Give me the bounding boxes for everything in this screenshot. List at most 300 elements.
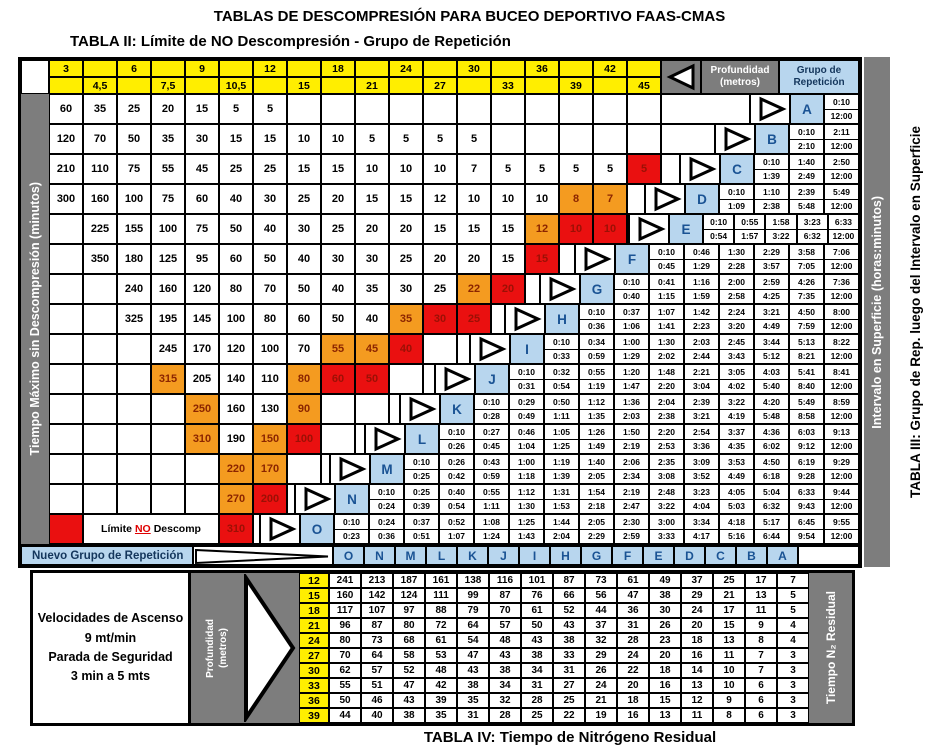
blank-cell xyxy=(321,424,355,454)
repetition-group-letter: N xyxy=(335,484,369,514)
residual-nitrogen-time-cell: 57 xyxy=(361,663,393,678)
residual-nitrogen-time-cell: 37 xyxy=(681,573,713,588)
arrow-right-icon xyxy=(260,514,300,544)
interval-end: 12:00 xyxy=(830,411,853,422)
interval-end: 12:00 xyxy=(830,471,853,482)
depth-label-top: 30 xyxy=(457,60,491,77)
tabla4-row xyxy=(299,693,809,708)
residual-nitrogen-time-cell: 80 xyxy=(329,633,361,648)
no-deco-time-cell: 15 xyxy=(253,124,287,154)
no-deco-time-cell: 160 xyxy=(83,184,117,214)
surface-interval-pair xyxy=(789,364,824,394)
residual-nitrogen-time-cell: 61 xyxy=(617,573,649,588)
interval-start: 3:05 xyxy=(720,365,753,380)
grupo-label-line1: Grupo de xyxy=(796,64,842,76)
interval-end: 0:45 xyxy=(482,441,500,452)
no-deco-time-cell: 5 xyxy=(355,124,389,154)
no-deco-time-cell: 45 xyxy=(185,154,219,184)
blank-cell xyxy=(321,94,355,124)
interval-end: 1:49 xyxy=(587,441,605,452)
interval-start: 2:00 xyxy=(720,275,753,290)
surface-interval-pair xyxy=(824,484,859,514)
nuevo-grupo-letter: C xyxy=(705,546,736,565)
residual-nitrogen-time-cell: 68 xyxy=(393,633,425,648)
no-deco-time-cell: 30 xyxy=(423,304,457,334)
no-deco-time-cell: 30 xyxy=(355,244,389,274)
blank-cell xyxy=(83,304,117,334)
no-deco-time-cell: 310 xyxy=(219,514,253,544)
no-deco-time-cell: 7 xyxy=(457,154,491,184)
surface-interval-pair xyxy=(824,304,859,334)
blank-cell xyxy=(389,364,423,394)
interval-end: 5:48 xyxy=(762,411,780,422)
interval-end: 12:00 xyxy=(830,351,853,362)
tabla4-profundidad-label: Profundidad xyxy=(205,618,216,678)
residual-nitrogen-time-cell: 117 xyxy=(329,603,361,618)
surface-interval-pair xyxy=(579,304,614,334)
t2-row-H xyxy=(49,304,859,334)
blank-cell xyxy=(117,334,151,364)
surface-interval-pair xyxy=(789,484,824,514)
residual-nitrogen-time-cell: 10 xyxy=(713,678,745,693)
interval-end: 1:11 xyxy=(553,411,570,422)
tabla4-depth-label: 15 xyxy=(299,588,329,603)
interval-start: 4:20 xyxy=(755,395,788,410)
surface-interval-pair xyxy=(474,394,509,424)
interval-end: 1:41 xyxy=(657,321,675,332)
tabla2-depth-header xyxy=(21,60,859,94)
no-deco-time-cell: 120 xyxy=(219,334,253,364)
depth-label-bottom: 27 xyxy=(423,77,457,94)
surface-interval-pair xyxy=(789,124,824,154)
no-deco-time-cell: 35 xyxy=(389,304,423,334)
interval-end: 3:22 xyxy=(657,501,675,512)
surface-interval-label: Intervalo en Superficie (horas:minutos) xyxy=(870,195,884,429)
no-deco-time-cell: 60 xyxy=(287,304,321,334)
interval-end: 0:45 xyxy=(657,261,675,272)
nuevo-grupo-letter: A xyxy=(767,546,798,565)
interval-end: 3:08 xyxy=(657,471,675,482)
nuevo-grupo-letter: K xyxy=(457,546,488,565)
blank-filler-cell xyxy=(525,274,540,304)
surface-interval-pair xyxy=(828,214,859,244)
no-deco-time-cell: 60 xyxy=(185,184,219,214)
depth-label-top xyxy=(355,60,389,77)
ascent-line-4: 3 min a 5 mts xyxy=(70,669,151,684)
residual-nitrogen-time-cell: 99 xyxy=(457,588,489,603)
residual-nitrogen-time-cell: 46 xyxy=(361,693,393,708)
no-deco-time-cell: 100 xyxy=(117,184,151,214)
depth-column xyxy=(491,60,525,94)
residual-nitrogen-time-cell: 241 xyxy=(329,573,361,588)
interval-start: 2:45 xyxy=(720,335,753,350)
interval-start: 2:48 xyxy=(650,485,683,500)
residual-nitrogen-time-cell: 138 xyxy=(457,573,489,588)
residual-nitrogen-time-cell: 25 xyxy=(521,708,553,723)
surface-interval-pair xyxy=(544,394,579,424)
surface-interval-pair xyxy=(649,364,684,394)
no-deco-time-cell: 140 xyxy=(219,364,253,394)
no-deco-time-cell: 300 xyxy=(49,184,83,214)
residual-nitrogen-time-cell: 38 xyxy=(649,588,681,603)
surface-interval-bar xyxy=(864,57,890,567)
surface-interval-pair xyxy=(579,454,614,484)
surface-interval-pair xyxy=(614,304,649,334)
no-deco-time-cell: 40 xyxy=(389,334,423,364)
tabla4-row xyxy=(299,633,809,648)
surface-interval-pair xyxy=(544,484,579,514)
interval-end: 0:26 xyxy=(447,441,465,452)
depth-label-bottom xyxy=(49,77,83,94)
residual-nitrogen-time-cell: 161 xyxy=(425,573,457,588)
no-deco-time-cell: 225 xyxy=(83,214,117,244)
depth-label-bottom xyxy=(389,77,423,94)
interval-start: 2:54 xyxy=(685,425,718,440)
interval-start: 0:55 xyxy=(475,485,508,500)
repetition-group-letter: C xyxy=(720,154,754,184)
interval-end: 2:28 xyxy=(727,261,745,272)
interval-end: 3:22 xyxy=(772,231,790,242)
surface-interval-pair xyxy=(824,424,859,454)
big-arrow-right-icon xyxy=(243,573,299,723)
interval-start: 2:29 xyxy=(755,245,788,260)
surface-interval-pair xyxy=(719,244,754,274)
residual-nitrogen-label: Tiempo N₂ Residual xyxy=(823,591,838,705)
depth-label-top xyxy=(287,60,321,77)
surface-interval-pair xyxy=(824,274,859,304)
tabla4-depth-label: 18 xyxy=(299,603,329,618)
interval-end: 7:05 xyxy=(797,261,815,272)
residual-nitrogen-time-cell: 31 xyxy=(457,708,489,723)
interval-start: 2:03 xyxy=(685,335,718,350)
residual-nitrogen-time-cell: 3 xyxy=(777,663,809,678)
blank-cell xyxy=(593,124,627,154)
surface-interval-pair xyxy=(439,514,474,544)
ascent-line-2: 9 mt/min xyxy=(84,630,137,645)
interval-start: 2:20 xyxy=(650,425,683,440)
interval-end: 7:59 xyxy=(797,321,815,332)
no-deco-time-cell: 75 xyxy=(185,214,219,244)
residual-nitrogen-time-cell: 43 xyxy=(489,648,521,663)
depth-column xyxy=(83,60,117,94)
no-deco-time-cell: 90 xyxy=(287,394,321,424)
interval-start: 1:12 xyxy=(510,485,543,500)
residual-nitrogen-time-cell: 14 xyxy=(681,663,713,678)
nuevo-grupo-trailing-cell xyxy=(798,546,859,565)
interval-end: 2:02 xyxy=(657,351,675,362)
residual-nitrogen-time-cell: 50 xyxy=(521,618,553,633)
no-deco-time-cell: 15 xyxy=(457,214,491,244)
arrow-right-icon xyxy=(645,184,685,214)
interval-end: 0:36 xyxy=(587,321,605,332)
blank-cell xyxy=(151,484,185,514)
interval-start: 1:10 xyxy=(755,185,788,200)
no-deco-time-cell: 110 xyxy=(83,154,117,184)
interval-end: 12:00 xyxy=(830,501,853,512)
residual-nitrogen-time-cell: 76 xyxy=(521,588,553,603)
interval-start: 4:03 xyxy=(755,365,788,380)
residual-nitrogen-time-cell: 16 xyxy=(617,708,649,723)
residual-nitrogen-time-cell: 87 xyxy=(489,588,521,603)
no-deco-time-cell: 15 xyxy=(423,214,457,244)
surface-interval-pair xyxy=(824,394,859,424)
no-deco-time-cell: 5 xyxy=(593,154,627,184)
interval-end: 6:44 xyxy=(762,531,780,542)
tabla4-metros-label: (metros) xyxy=(218,627,229,668)
no-deco-time-cell: 30 xyxy=(253,184,287,214)
surface-interval-pair xyxy=(719,484,754,514)
no-deco-time-cell: 5 xyxy=(253,94,287,124)
residual-nitrogen-time-cell: 58 xyxy=(393,648,425,663)
blank-cell xyxy=(423,334,457,364)
repetition-group-letter: E xyxy=(669,214,703,244)
blank-cell xyxy=(117,364,151,394)
interval-start: 9:55 xyxy=(825,515,858,530)
interval-end: 1:19 xyxy=(587,381,605,392)
interval-end: 12:00 xyxy=(830,381,853,392)
residual-nitrogen-time-cell: 33 xyxy=(553,648,585,663)
surface-interval-pair xyxy=(544,364,579,394)
blank-cell xyxy=(83,394,117,424)
residual-nitrogen-time-cell: 187 xyxy=(393,573,425,588)
interval-start: 1:50 xyxy=(615,425,648,440)
no-deco-time-cell: 10 xyxy=(355,154,389,184)
no-deco-time-cell: 15 xyxy=(491,214,525,244)
blank-filler-cell xyxy=(627,184,645,214)
left-axis-bar xyxy=(21,94,49,544)
surface-interval-pair xyxy=(649,424,684,454)
residual-nitrogen-time-cell: 47 xyxy=(393,678,425,693)
interval-start: 3:23 xyxy=(798,215,827,230)
interval-end: 1:04 xyxy=(517,441,535,452)
surface-interval-pair xyxy=(719,334,754,364)
nuevo-grupo-letter: H xyxy=(550,546,581,565)
interval-start: 0:10 xyxy=(335,515,368,530)
arrow-right-icon xyxy=(715,124,755,154)
no-deco-time-cell: 50 xyxy=(287,274,321,304)
blank-cell xyxy=(593,94,627,124)
surface-interval-pair xyxy=(824,364,859,394)
blank-cell xyxy=(83,364,117,394)
no-deco-time-cell: 210 xyxy=(49,154,83,184)
no-deco-time-cell: 40 xyxy=(253,214,287,244)
no-deco-time-cell: 125 xyxy=(151,244,185,274)
residual-nitrogen-time-cell: 4 xyxy=(777,633,809,648)
no-deco-time-cell: 15 xyxy=(389,184,423,214)
depth-label-top: 6 xyxy=(117,60,151,77)
surface-interval-pair xyxy=(789,454,824,484)
residual-nitrogen-time-cell: 35 xyxy=(457,693,489,708)
nuevo-grupo-letter: F xyxy=(612,546,643,565)
interval-start: 1:54 xyxy=(580,485,613,500)
blank-filler-cell xyxy=(457,334,470,364)
interval-start: 4:50 xyxy=(790,305,823,320)
residual-nitrogen-time-cell: 7 xyxy=(777,573,809,588)
no-deco-time-cell: 160 xyxy=(151,274,185,304)
residual-nitrogen-time-cell: 20 xyxy=(649,648,681,663)
interval-start: 9:29 xyxy=(825,455,858,470)
residual-nitrogen-time-cell: 55 xyxy=(329,678,361,693)
residual-nitrogen-time-cell: 49 xyxy=(649,573,681,588)
interval-start: 1:42 xyxy=(685,305,718,320)
surface-interval-pair xyxy=(824,244,859,274)
interval-start: 6:33 xyxy=(829,215,858,230)
interval-end: 1:06 xyxy=(622,321,640,332)
interval-end: 0:39 xyxy=(412,501,430,512)
no-deco-time-cell: 25 xyxy=(253,154,287,184)
blank-filler-cell xyxy=(491,304,505,334)
interval-start: 1:08 xyxy=(475,515,508,530)
residual-nitrogen-time-cell: 48 xyxy=(489,633,521,648)
interval-start: 1:07 xyxy=(650,305,683,320)
ascent-line-1: Velocidades de Ascenso xyxy=(37,611,184,626)
interval-end: 0:51 xyxy=(412,531,430,542)
interval-start: 0:27 xyxy=(475,425,508,440)
interval-end: 0:59 xyxy=(587,351,605,362)
surface-interval-pair xyxy=(754,394,789,424)
interval-start: 0:46 xyxy=(510,425,543,440)
depth-label-bottom: 7,5 xyxy=(151,77,185,94)
interval-start: 1:40 xyxy=(580,455,613,470)
interval-start: 0:50 xyxy=(545,395,578,410)
interval-start: 0:29 xyxy=(510,395,543,410)
residual-nitrogen-time-cell: 18 xyxy=(617,693,649,708)
residual-nitrogen-time-cell: 80 xyxy=(393,618,425,633)
tabla4-row xyxy=(299,663,809,678)
residual-nitrogen-time-cell: 4 xyxy=(777,618,809,633)
interval-end: 1:11 xyxy=(483,501,500,512)
nuevo-grupo-letter: D xyxy=(674,546,705,565)
surface-interval-pair xyxy=(789,424,824,454)
surface-interval-pair xyxy=(684,514,719,544)
interval-start: 8:41 xyxy=(825,365,858,380)
tabla4-row xyxy=(299,648,809,663)
residual-nitrogen-time-cell: 23 xyxy=(649,633,681,648)
surface-interval-pair xyxy=(579,424,614,454)
interval-start: 9:13 xyxy=(825,425,858,440)
tabla2-body xyxy=(21,94,859,544)
interval-start: 0:10 xyxy=(755,155,788,170)
interval-end: 9:28 xyxy=(797,471,815,482)
interval-end: 5:16 xyxy=(727,531,745,542)
surface-interval-pair xyxy=(684,454,719,484)
tabla4-depth-label: 36 xyxy=(299,693,329,708)
residual-nitrogen-time-cell: 6 xyxy=(745,693,777,708)
interval-start: 1:26 xyxy=(580,425,613,440)
residual-nitrogen-time-cell: 5 xyxy=(777,588,809,603)
no-deco-time-cell: 10 xyxy=(559,214,593,244)
interval-end: 0:49 xyxy=(517,411,535,422)
blank-cell xyxy=(83,274,117,304)
residual-nitrogen-time-cell: 16 xyxy=(681,648,713,663)
interval-end: 4:49 xyxy=(727,471,745,482)
no-deco-time-cell: 30 xyxy=(287,214,321,244)
no-deco-time-cell: 30 xyxy=(389,274,423,304)
blank-filler-cell xyxy=(253,514,260,544)
tabla4-depth-label: 12 xyxy=(299,573,329,588)
residual-nitrogen-time-cell: 22 xyxy=(553,708,585,723)
residual-nitrogen-time-cell: 43 xyxy=(553,618,585,633)
interval-start: 2:50 xyxy=(825,155,858,170)
nuevo-grupo-letter: O xyxy=(333,546,364,565)
interval-end: 4:35 xyxy=(727,441,745,452)
surface-interval-pair xyxy=(579,514,614,544)
depth-label-bottom xyxy=(253,77,287,94)
interval-start: 4:18 xyxy=(720,515,753,530)
no-deco-time-cell: 110 xyxy=(253,364,287,394)
blank-cell xyxy=(151,394,185,424)
interval-start: 2:39 xyxy=(790,185,823,200)
interval-start: 0:40 xyxy=(440,485,473,500)
residual-nitrogen-time-cell: 3 xyxy=(777,648,809,663)
no-deco-time-cell: 50 xyxy=(253,244,287,274)
interval-start: 4:05 xyxy=(720,485,753,500)
no-deco-time-cell: 40 xyxy=(287,244,321,274)
no-deco-time-cell: 20 xyxy=(389,214,423,244)
no-deco-time-cell: 50 xyxy=(355,364,389,394)
interval-end: 0:40 xyxy=(622,291,640,302)
surface-interval-pair xyxy=(614,454,649,484)
surface-interval-pair xyxy=(789,304,824,334)
surface-interval-pair xyxy=(474,514,509,544)
residual-nitrogen-time-cell: 28 xyxy=(617,633,649,648)
interval-start: 5:04 xyxy=(755,485,788,500)
residual-nitrogen-time-cell: 9 xyxy=(745,618,777,633)
no-deco-time-cell: 25 xyxy=(457,304,491,334)
surface-interval-pair xyxy=(614,394,649,424)
surface-interval-pair xyxy=(614,514,649,544)
no-deco-time-cell: 310 xyxy=(185,424,219,454)
no-deco-time-cell: 120 xyxy=(185,274,219,304)
residual-nitrogen-time-cell: 28 xyxy=(489,708,521,723)
no-deco-time-cell: 250 xyxy=(185,394,219,424)
residual-nitrogen-time-cell: 34 xyxy=(521,663,553,678)
tabla4-row xyxy=(299,678,809,693)
depth-label-bottom: 33 xyxy=(491,77,525,94)
interval-start: 1:00 xyxy=(615,335,648,350)
interval-start: 2:04 xyxy=(650,395,683,410)
residual-nitrogen-time-cell: 31 xyxy=(553,663,585,678)
tabla2-title: TABLA II: Límite de NO Descompresión - Grupo de Repetición xyxy=(70,33,511,50)
limite-post: Descomp xyxy=(153,523,201,535)
residual-nitrogen-time-cell: 160 xyxy=(329,588,361,603)
interval-start: 0:10 xyxy=(370,485,403,500)
t2-row-O xyxy=(49,514,859,544)
surface-interval-pair xyxy=(824,154,859,184)
residual-nitrogen-time-cell: 30 xyxy=(649,603,681,618)
repetition-group-letter: B xyxy=(755,124,789,154)
t2-row-A xyxy=(49,94,859,124)
surface-interval-pair xyxy=(404,484,439,514)
surface-interval-pair xyxy=(579,484,614,514)
limite-no-descomp-label xyxy=(83,514,219,544)
no-deco-time-cell: 100 xyxy=(151,214,185,244)
no-deco-time-cell: 10 xyxy=(423,154,457,184)
grupo-repeticion-header xyxy=(779,60,859,94)
residual-nitrogen-time-cell: 213 xyxy=(361,573,393,588)
surface-interval-pair xyxy=(649,334,684,364)
tabla4-depth-label: 39 xyxy=(299,708,329,723)
surface-interval-pair xyxy=(369,514,404,544)
residual-nitrogen-time-cell: 48 xyxy=(425,663,457,678)
residual-nitrogen-time-cell: 43 xyxy=(457,663,489,678)
residual-nitrogen-time-cell: 44 xyxy=(329,708,361,723)
tabla4-depth-label: 21 xyxy=(299,618,329,633)
depth-label-top: 42 xyxy=(593,60,627,77)
residual-nitrogen-time-cell: 31 xyxy=(521,678,553,693)
interval-start: 0:10 xyxy=(825,95,858,110)
blank-cell xyxy=(321,394,355,424)
